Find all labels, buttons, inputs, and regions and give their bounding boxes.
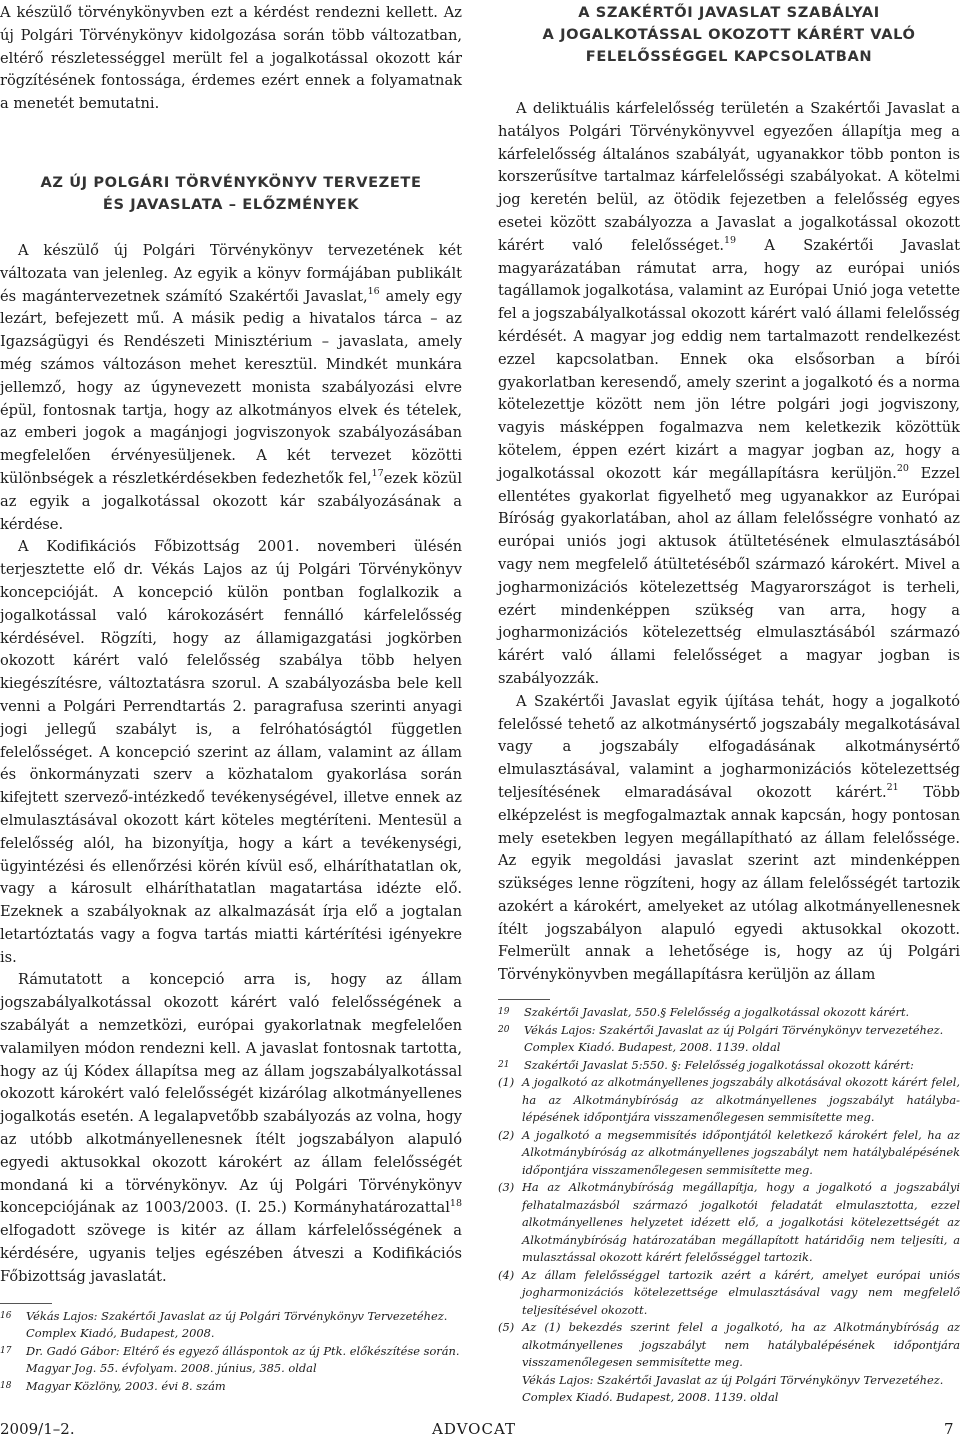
heading-line: AZ ÚJ POLGÁRI TÖRVÉNYKÖNYV TERVEZETE [40, 173, 422, 191]
item-label: (1) [498, 1075, 515, 1090]
paragraph-delict [498, 98, 960, 691]
footnote-number: 16 [0, 1310, 12, 1321]
right-column [498, 0, 960, 1407]
footnote-19 [498, 1004, 960, 1022]
item-text: A jogalkotó a megsemmisítés időpontjától keletkező károkért felel, ha az Alkotmánybíróság az alkotmányellenes jogszabályt nem hatálybalépésének időpontjára visszamenőlegesen semmisítette meg. [522, 1127, 960, 1177]
footnote-text: Vékás Lajos: Szakértői Javaslat az új Polgári Törvénykönyv tervezetéhez. Complex Kiadó. Budapest, 2008. 1139. oldal [524, 1022, 944, 1055]
text-span: Több elképzelést is megfogalmaztak annak kapcsán, hogy pontosan mely esetekben legyen megállapítható az állam felelőssége. Az egyik megoldási javaslat szerint azt mindenképpen szükséges lenne rögzíteni, hogy az állam felelősségét tartozik azokért a károkért, amelyeket az utólag alkotmányellenesnek ítélt jogszabályon alapuló egyedi aktusokkal okozott. Felmerült annak a lehetősége is, hogy az új Polgári Törvénykönyvben megállapításra kerüljön az állam [498, 783, 960, 984]
heading-line: A JOGALKOTÁSSAL OKOZOTT KÁRÉRT VALÓ [542, 26, 916, 43]
intro-paragraph: A készülő törvénykönyvben ezt a kérdést rendezni kellett. Az új Polgári Törvénykönyv kidolgozása során több változatban, eltérő részletességgel merült fel a jogalkotással okozott kár rögzítésének fontossága, érdemes ezért ennek a folyamatnak a menetét bemutatni. [0, 4, 462, 113]
item-label: (2) [498, 1127, 515, 1142]
paragraph-concept: A Kodifikációs Főbizottság 2001. novemberi ülésén terjesztette elő dr. Vékás Lajos az új Polgári Törvénykönyv koncepcióját. A koncepció külön pontban foglalkozik a jogalkotással való károkozásért fennálló kárfelelősség kérdésével. Rögzíti, hogy az államigazgatási jogkörben okozott kárért való felelősség szabálya több helyen kiegészítésre, változtatásra szorul. A szabályozásba bele kell venni a Polgári Perrendtartás 2. paragrafusa szerinti anyagi jogi jellegű szabályt is, a felróhatóságtól független felelősséget. A koncepció szerint az állam, valamint az állam és önkormányzati szerv a közhatalom gyakorlása során kifejtett szervező-intézkedő tevékenységével, illetve ennek az elmulasztásával okozott kárt köteles megtéríteni. Mentesül a felelősség alól, ha bizonyítja, hogy a kárt a tevékenységi, ügyintézési és ellenőrzési körén kívül eső, elháríthatatlan ok, vagy a károsult elháríthatatlan magatartása idézte elő. Ezeknek a szabályoknak az alkalmazását írja elő a jogtalan letartóztatás vagy a fogva tartás miatti kártérítési igényekre is. [0, 538, 462, 966]
footnote-ref[interactable]: 16 [367, 285, 380, 297]
footnote-rule [0, 1303, 52, 1304]
footnote-text: Magyar Közlöny, 2003. évi 8. szám [26, 1378, 226, 1393]
heading-line: FELELŐSSÉGGEL KAPCSOLATBAN [585, 48, 873, 65]
footnote-16 [0, 1308, 462, 1343]
paragraph-government [0, 969, 462, 1288]
item-label: (4) [498, 1267, 515, 1282]
text-span: Ezzel ellentétes gyakorlat figyelhető meg ugyanakkor az Európai Bíróság gyakorlatában, ahol az állam felelősségre vonható az európai uniós jogi aktusok átültetésének elmulasztásából vagy nem megfelelő átültetéséből származó károkért. Mivel a jogharmonizációs kötelezettség Magyarországot is terheli, ezért mindenképpen szükség van arra, hogy a jogharmonizációs kötelezettség elmulasztásából származó kárért való állami felelősséget a magyar jogban is szabályozzák. [498, 464, 960, 687]
footnote-ref[interactable]: 20 [896, 462, 909, 474]
item-text: Az (1) bekezdés szerint felel a jogalkotó, ha az Alkotmánybíróság az alkotmányellenes jogszabályt nem hatálybalépésének időpontjára visszamenőlegesen semmisítette meg. [522, 1320, 960, 1370]
item-label: (3) [498, 1180, 515, 1195]
heading-line: A SZAKÉRTŐI JAVASLAT SZABÁLYAI [578, 4, 880, 21]
footnote-number: 19 [498, 1007, 510, 1018]
paragraph-versions [0, 240, 462, 536]
text-span: ezek közül az egyik a jogalkotással okozott kár szabályozásának a kérdése. [0, 469, 462, 533]
paragraph-innovation [498, 691, 960, 987]
text-span: A Szakértői Javaslat magyarázatában rámutat arra, hogy az európai uniós tagállamok jogalkotása, valamint az Európai Unió joga vetette fel a jogszabályalkotással okozott kárért való állami felelősség kérdését. A magyar jog eddig nem tartalmazott rendelkezést ezzel kapcsolatban. Ennek oka elsősorban a bírói gyakorlatban keresendő, amely szerint a jogalkotó és a norma kötelezettje között nem jön létre polgári jogi jogviszony, vagyis másképpen fogalmazva nem keletkezik közöttük kötelem, éppen ezért kizárt a magyar jogban az, hogy a jogalkotással okozott kár megállapításra kerüljön. [498, 236, 960, 482]
footnote-21-item-3 [498, 1179, 960, 1267]
footnote-number: 21 [498, 1059, 510, 1070]
text-span: Rámutatott a koncepció arra is, hogy az állam jogszabályalkotással okozott kárért való felelősségének a szabályát a nemzetközi, európai gyakorlatnak megfelelően valamilyen módon rendezni kell. A javaslat fontosnak tartotta, hogy az új Kódex állapítsa meg az állam jogszabályalkotással okozott károkért való felelősségét kizárólag alkotmányellenes jogalkotás esetén. A legalapvetőbb szabályozás az volna, hogy az utóbb alkotmányellenesnek ítélt jogszabályon alapuló egyedi aktusokkal okozott károkért az állam felelősségét mondaná ki a törvénykönyv. Az új Polgári Törvénykönyv koncepciójának az 1003/2003. (I. 25.) Kormányhatározattal [0, 971, 462, 1217]
footnote-17 [0, 1343, 462, 1378]
page-number: 7 [944, 1420, 954, 1438]
footnote-21-item-1 [498, 1074, 960, 1127]
text-span: A Szakértői Javaslat egyik újítása tehát, hogy a jogalkotó felelőssé tehető az alkotmánysértő jogszabály megalkotásával vagy a jogszabály elfogadásának alkotmánysértő elmulasztásával, valamint a jogharmonizációs kötelezettség teljesítésének elmaradásával okozott kárért. [498, 692, 960, 801]
footnote-number: 17 [0, 1345, 12, 1356]
text-span: A deliktuális kárfelelősség területén a Szakértői Javaslat a hatályos Polgári Törvénykönyvvel egyezően állapítja meg a kárfelelősség általános szabályát, ugyanakkor több ponton is korszerűsítve tartalmaz kárfelelősségi szabályokat. A kötelmi jog keretén belül, az ötödik fejezetben a felelősség egyes esetei között szabályozza a Javaslat a jogalkotással okozott kárért való felelősséget. [498, 100, 960, 254]
footnote-21-item-4 [498, 1267, 960, 1320]
section-heading-rules [498, 2, 960, 68]
footnote-ref[interactable]: 21 [886, 782, 899, 794]
left-column [0, 0, 462, 1395]
footnote-number: 18 [0, 1380, 12, 1391]
footnotes [498, 1004, 960, 1407]
footnote-21 [498, 1057, 960, 1075]
heading-line: ÉS JAVASLATA – ELŐZMÉNYEK [102, 195, 360, 213]
section-heading-ptk [0, 172, 462, 216]
footnote-text: Dr. Gadó Gábor: Eltérő és egyező álláspontok az új Ptk. előkészítése során. Magyar Jog. 55. évfolyam. 2008. június, 385. oldal [26, 1343, 460, 1376]
footnote-ref[interactable]: 17 [371, 468, 384, 480]
item-text: A jogalkotó az alkotmányellenes jogszabály alkotásával okozott kárért felel, ha az Alkotmánybíróság az alkotmányellenes jogszabályt hatályba-lépésének időpontjára visszamenőlegesen semmisítette meg. [522, 1075, 960, 1125]
footnote-rule [498, 999, 550, 1000]
text-span: A készülő új Polgári Törvénykönyv tervezetének két változata van jelenleg. Az egyik a könyv formájában publikált és magántervezetnek számító Szakértői Javaslat, [0, 241, 462, 305]
item-text: Ha az Alkotmánybíróság megállapítja, hogy a jogalkotó a jogszabályi felhatalmazásból származó jogalkotói feladatát elmulasztotta, ezzel alkotmányellenes helyzetet idézett elő, a jogalkotási kötelezettségét az Alkotmánybíróság határozatában megállapított határidőig nem teljesíti, a mulasztással okozott kárért felelősséggel tartozik. [522, 1180, 960, 1265]
footnote-ref[interactable]: 18 [449, 1197, 462, 1209]
footnotes [0, 1308, 462, 1396]
text-span: amely egy lezárt, befejezett mű. A másik pedig a hivatalos tárca – az Igazságügyi és Rendészeti Minisztérium – javaslata, amely még számos változáson mehet keresztül. Mindkét munkára jellemző, hogy az úgynevezett monista szabályozási elvre épül, fontosnak tartja, hogy az alkotmányos elvek és tételek, az emberi jogok a magánjogi jogviszonyok szabályozásában megfelelően érvényesüljenek. A két tervezet közötti különbségek a részletkérdésekben fedezhetők fel, [0, 287, 462, 487]
journal-name: ADVOCAT [432, 1420, 516, 1438]
footnote-21-item-2 [498, 1127, 960, 1180]
text-span: elfogadott szövege is kitér az állam kárfelelősségének a kérdésére, ugyanis teljes egészében átveszi a Kodifikációs Főbizottság javaslatát. [0, 1222, 462, 1285]
footnote-number: 20 [498, 1024, 510, 1035]
footnote-text: Szakértői Javaslat 5:550. §: Felelősség jogalkotással okozott kárért: [524, 1057, 914, 1072]
footnote-source: Vékás Lajos: Szakértői Javaslat az új Polgári Törvénykönyv Tervezetéhez. Complex Kiadó. Budapest, 2008. 1139. oldal [522, 1372, 944, 1405]
item-label: (5) [498, 1320, 515, 1335]
footnote-text: Szakértői Javaslat, 550.§ Felelősség a jogalkotással okozott kárért. [524, 1005, 910, 1020]
footnote-ref[interactable]: 19 [723, 234, 737, 246]
footnote-18 [0, 1378, 462, 1396]
item-text: Az állam felelősséggel tartozik azért a kárért, amelyet európai uniós jogharmonizációs kötelezettsége elmulasztásával vagy nem megfelelő teljesítésével okozott. [522, 1267, 960, 1317]
footnote-21-item-5 [498, 1319, 960, 1372]
footnote-text: Vékás Lajos: Szakértői Javaslat az új Polgári Törvénykönyv Tervezetéhez. Complex Kiadó, Budapest, 2008. [26, 1308, 448, 1341]
footnote-20 [498, 1022, 960, 1057]
issue-number: 2009/1–2. [0, 1420, 75, 1438]
